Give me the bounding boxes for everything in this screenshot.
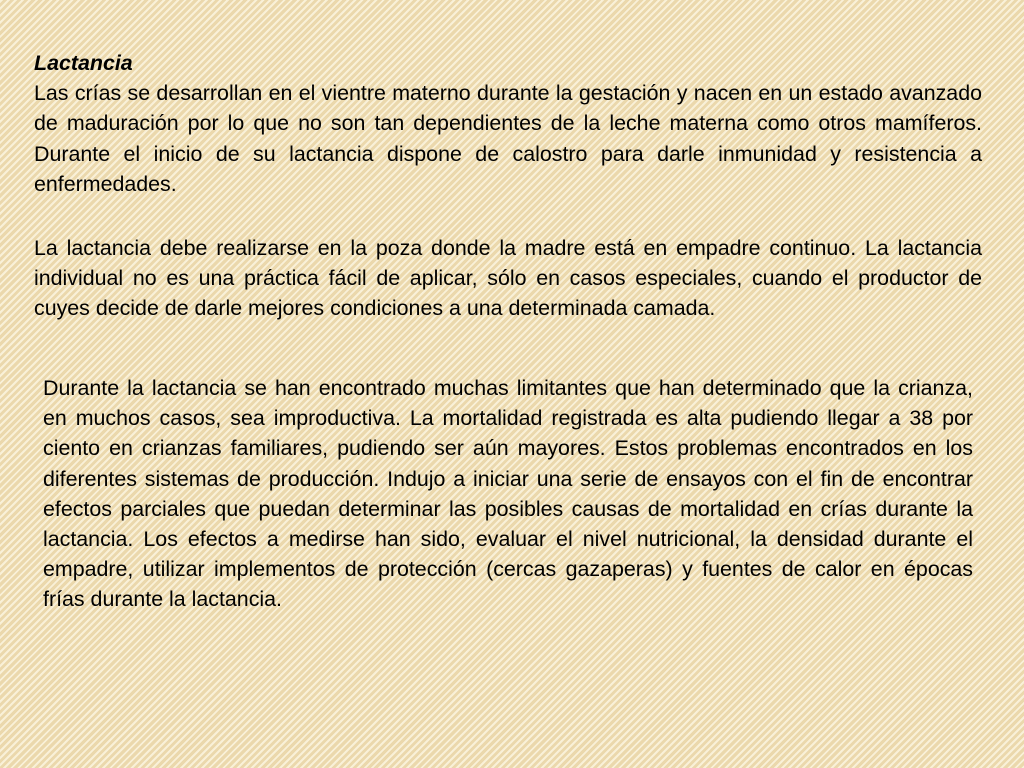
text-block-pool bbox=[34, 233, 982, 324]
text-block-limitations bbox=[43, 373, 973, 615]
paragraph-1: Las crías se desarrollan en el vientre materno durante la gestación y nacen en un estado avanzado de maduración por lo que no son tan dependientes de la leche materna como otros mamíferos. Durante el inicio de su lactancia dispone de calostro para darle inmunidad y resistencia a enfermedades. bbox=[34, 81, 982, 196]
text-block-intro bbox=[34, 48, 982, 199]
slide-title: Lactancia bbox=[34, 51, 133, 75]
paragraph-2: La lactancia debe realizarse en la poza donde la madre está en empadre continuo. La lactancia individual no es una práctica fácil de aplicar, sólo en casos especiales, cuando el productor de cuyes decide de darle mejores condiciones a una determinada camada. bbox=[34, 236, 982, 321]
paragraph-3: Durante la lactancia se han encontrado muchas limitantes que han determinado que la crianza, en muchos casos, sea improductiva. La mortalidad registrada es alta pudiendo llegar a 38 por ciento en crianzas familiares, pudiendo ser aún mayores. Estos problemas encontrados en los diferentes sistemas de producción. Indujo a iniciar una serie de ensayos con el fin de encontrar efectos parciales que puedan determinar las posibles causas de mortalidad en crías durante la lactancia. Los efectos a medirse han sido, evaluar el nivel nutricional, la densidad durante el empadre, utilizar implementos de protección (cercas gazaperas) y fuentes de calor en épocas frías durante la lactancia. bbox=[43, 376, 973, 612]
